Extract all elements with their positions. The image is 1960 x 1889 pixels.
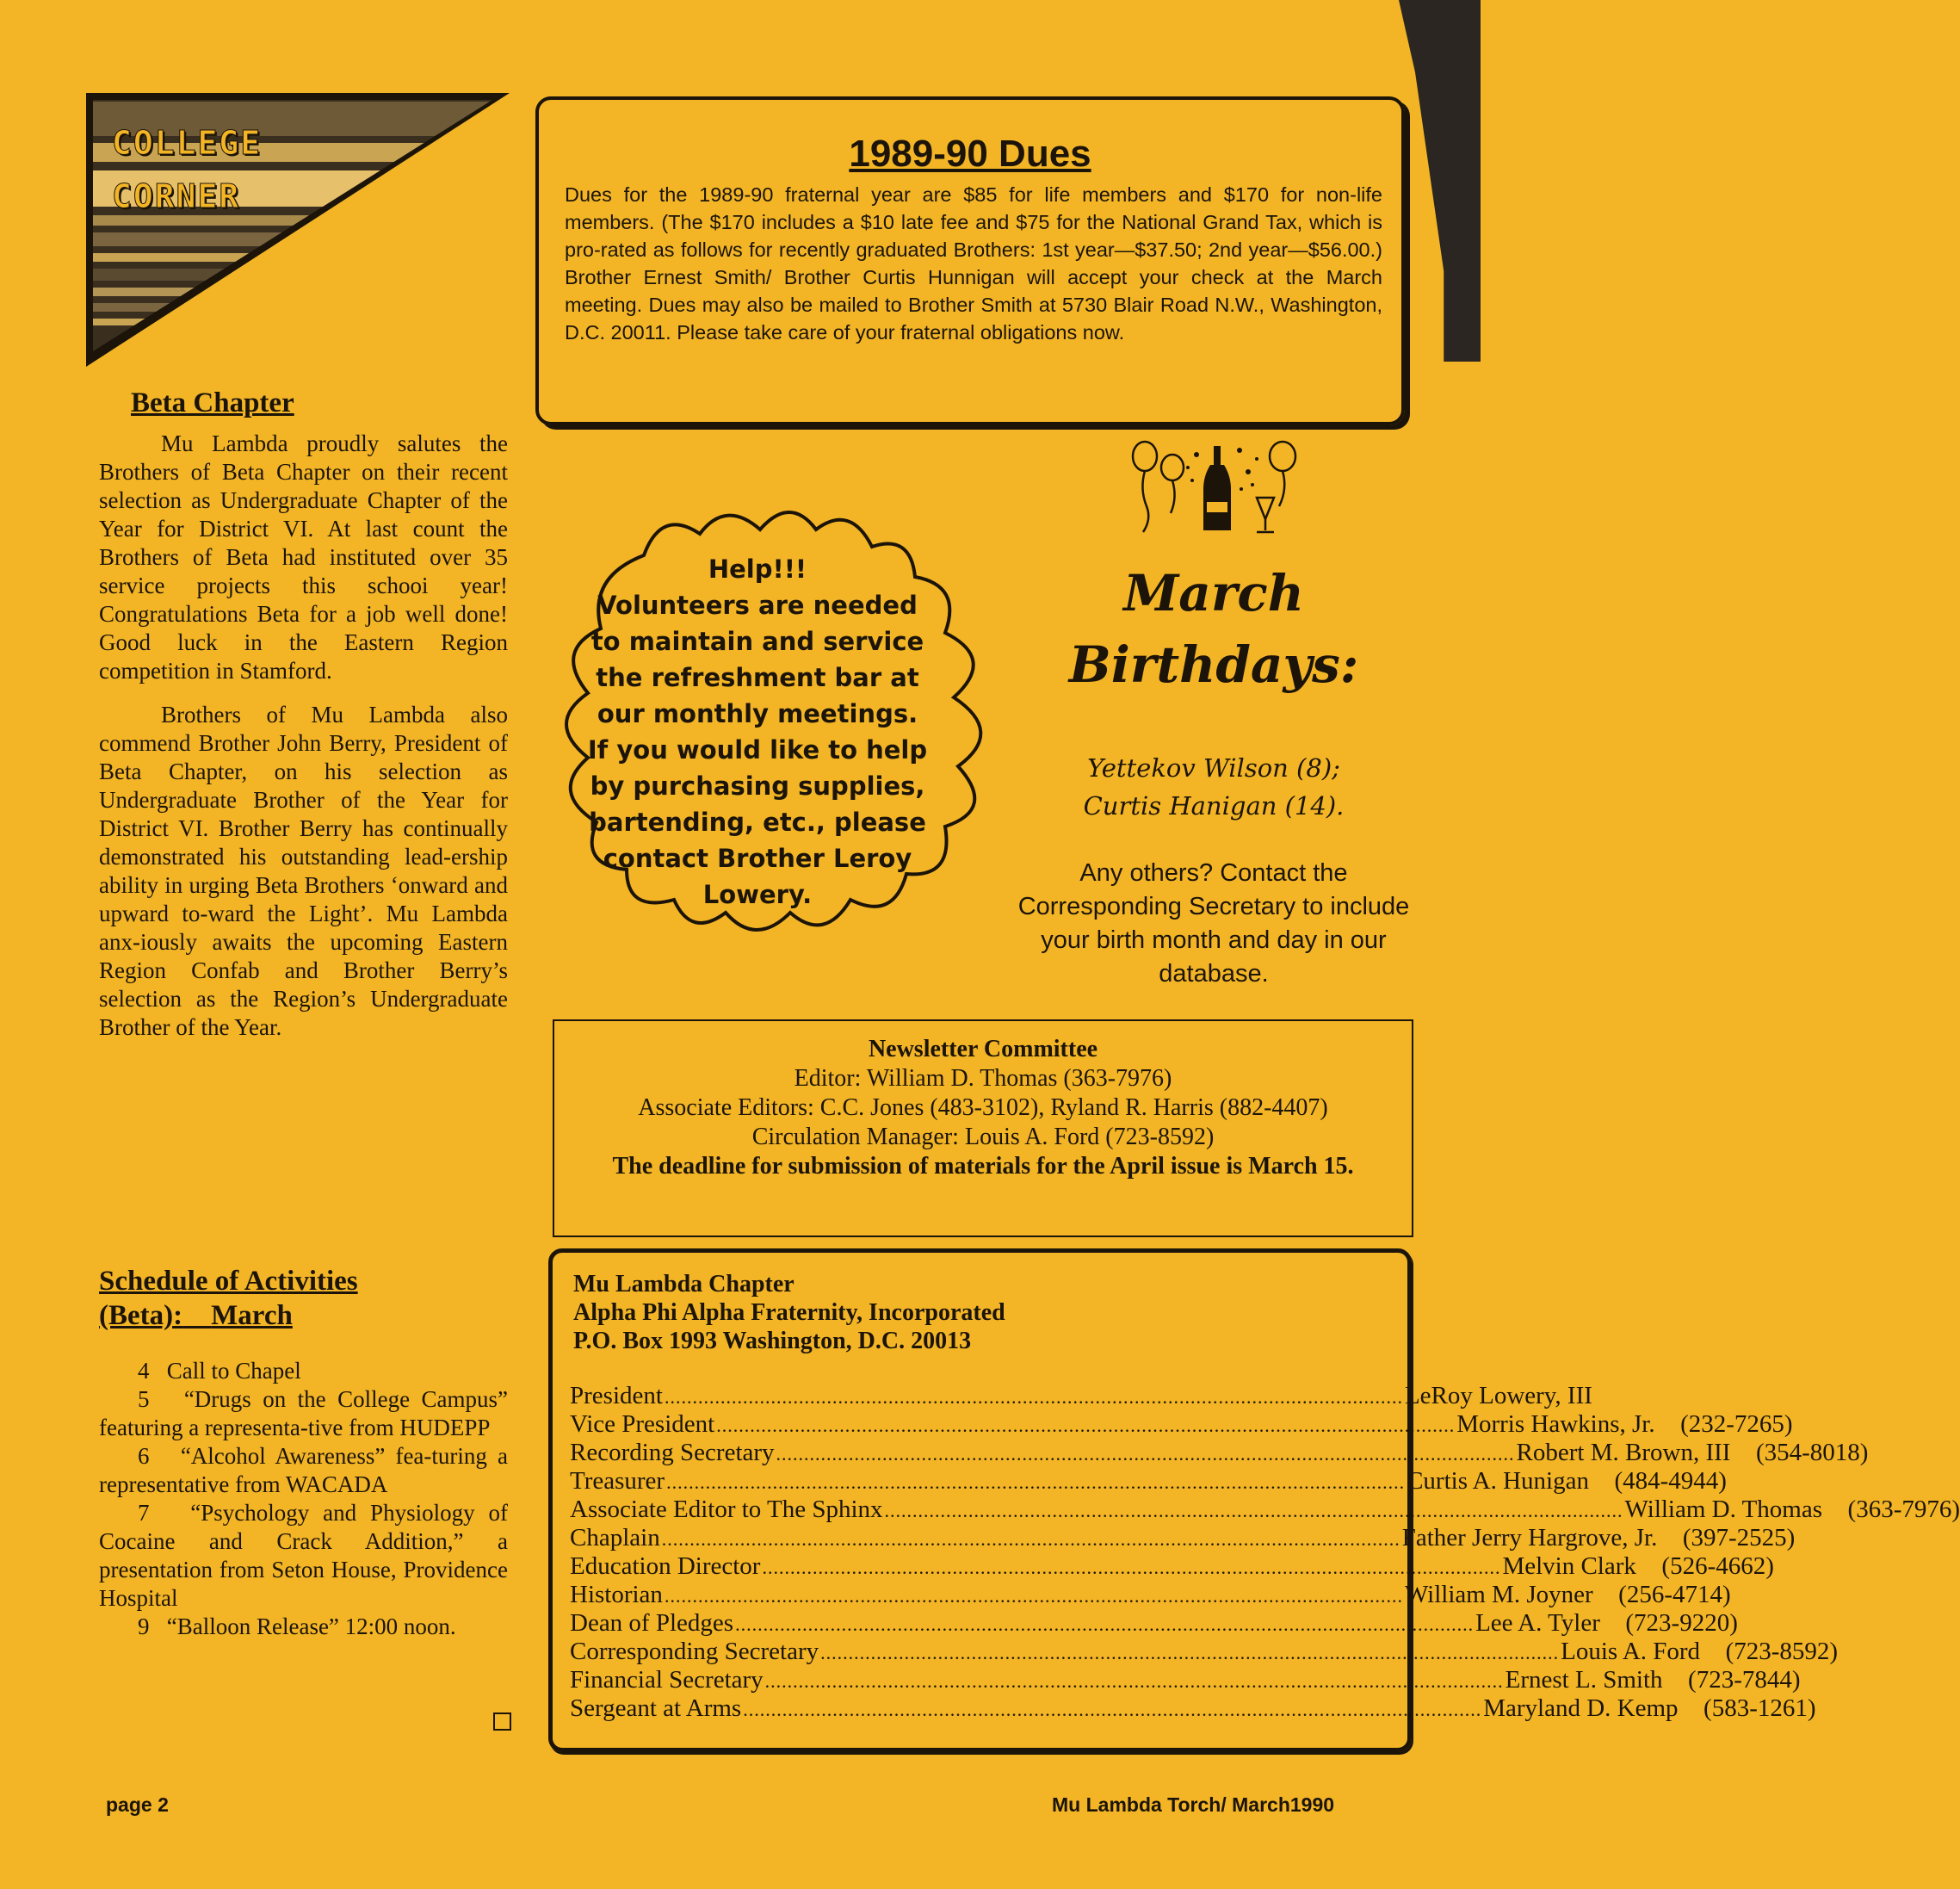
officer-row: [570, 1694, 1816, 1723]
birthday-name: Curtis Hanigan (14).: [1083, 791, 1345, 821]
leader-dots: ....................................................................................................................................: [820, 1642, 1560, 1663]
help-line: Lowery.: [702, 880, 813, 909]
chapter-officers-box: [548, 1248, 1960, 1752]
committee-deadline: The deadline for submission of materials for the April issue is March 15.: [612, 1153, 1354, 1180]
officer-row: [570, 1467, 1727, 1496]
officer-role: Historian: [570, 1581, 663, 1608]
leader-dots: ....................................................................................................................................: [716, 1415, 1456, 1436]
officer-row: [570, 1524, 1796, 1552]
officer-row: [570, 1410, 1793, 1439]
dues-body: Dues for the 1989-90 fraternal year are $85 for life members and $170 for non-life members. (The $170 includes a $10 late fee and $75 for the National Grand Tax, which is pro-rated as follows for recently graduated Brothers: 1st year—$37.50; 2nd year—$56.00.) Brother Ernest Smith/ Brother Curtis Hunnigan will accept your check at the March meeting. Dues may also be mailed to Brother Smith at 5730 Blair Road N.W., Washington, D.C. 20011. Please take care of your fraternal obligations now.: [565, 183, 1382, 344]
fraternity-name: Alpha Phi Alpha Fraternity, Incorporated: [573, 1299, 1005, 1326]
officer-role: Recording Secretary: [570, 1439, 775, 1466]
chapter-name: Mu Lambda Chapter: [573, 1271, 795, 1298]
committee-editor: Editor: William D. Thomas (363-7976): [794, 1065, 1172, 1092]
officer-name: William M. Joyner: [1404, 1581, 1593, 1608]
officer-name: Robert M. Brown, III: [1516, 1439, 1731, 1466]
officer-phone: (363-7976): [1847, 1496, 1960, 1523]
officer-phone: (256-4714): [1618, 1581, 1731, 1608]
schedule-heading: [99, 1264, 508, 1333]
officer-name: Melvin Clark: [1502, 1552, 1636, 1580]
schedule-day: 6: [138, 1443, 150, 1469]
officer-name: Ernest L. Smith: [1505, 1666, 1663, 1694]
officer-phone: (397-2525): [1682, 1524, 1796, 1551]
leader-dots: ....................................................................................................................................: [666, 1471, 1406, 1493]
beta-chapter-heading: Beta Chapter: [131, 387, 294, 418]
leader-dots: ....................................................................................................................................: [884, 1500, 1623, 1521]
birthdays-title-line1: March: [1123, 564, 1304, 622]
officer-role: Chaplain: [570, 1524, 660, 1551]
chapter-address: P.O. Box 1993 Washington, D.C. 20013: [573, 1328, 972, 1354]
officer-role: Education Director: [570, 1552, 761, 1580]
officer-name: Curtis A. Hunigan: [1407, 1467, 1589, 1495]
officer-phone: (354-8018): [1755, 1439, 1869, 1466]
schedule-text: “Balloon Release” 12:00 noon.: [166, 1613, 456, 1639]
organization-block: [573, 1270, 1005, 1355]
schedule-item: [99, 1357, 508, 1385]
help-volunteers-notice: [568, 551, 947, 913]
officer-role: Financial Secretary: [570, 1666, 764, 1694]
leader-dots: ....................................................................................................................................: [764, 1670, 1504, 1692]
schedule-item: [99, 1499, 508, 1613]
officer-name: Maryland D. Kemp: [1483, 1694, 1679, 1722]
leader-dots: ....................................................................................................................................: [735, 1613, 1475, 1635]
officer-role: Corresponding Secretary: [570, 1638, 819, 1665]
officer-phone: (484-4944): [1614, 1467, 1727, 1495]
pennant-line1: COLLEGE: [112, 124, 263, 162]
committee-associate-editors: Associate Editors: C.C. Jones (483-3102), Ryland R. Harris (882-4407): [638, 1094, 1328, 1121]
schedule-heading-month: March: [211, 1300, 293, 1331]
schedule-section: [99, 1264, 508, 1641]
schedule-text: “Alcohol Awareness” fea-turing a representative from WACADA: [99, 1443, 508, 1497]
officer-name: Louis A. Ford: [1561, 1638, 1701, 1665]
officer-roster: [570, 1382, 1960, 1723]
schedule-heading-beta: (Beta):: [99, 1300, 183, 1331]
officer-role: Treasurer: [570, 1467, 665, 1495]
birthdays-title-line2: Birthdays:: [1068, 635, 1359, 694]
publication-footer: Mu Lambda Torch/ March1990: [1052, 1793, 1335, 1816]
officer-role: Associate Editor to The Sphinx: [570, 1496, 883, 1523]
officer-phone: (723-7844): [1688, 1666, 1801, 1694]
officer-phone: (723-9220): [1625, 1609, 1738, 1637]
officer-phone: (232-7265): [1680, 1410, 1793, 1438]
officer-row: [570, 1496, 1960, 1524]
help-line: our monthly meetings.: [597, 699, 918, 728]
officer-role: Sergeant at Arms: [570, 1694, 742, 1722]
schedule-item: [99, 1613, 508, 1641]
officer-row: [570, 1609, 1738, 1638]
birthday-name: Yettekov Wilson (8);: [1087, 753, 1340, 783]
committee-circulation: Circulation Manager: Louis A. Ford (723-8592): [751, 1124, 1215, 1150]
schedule-item: [99, 1442, 508, 1499]
schedule-text: “Psychology and Physiology of Cocaine and Crack Addition,” a presentation from Seton House, Providence Hospital: [99, 1500, 508, 1611]
officer-role: Dean of Pledges: [570, 1609, 734, 1637]
help-line: to maintain and service: [590, 627, 924, 656]
officer-name: Morris Hawkins, Jr.: [1456, 1410, 1655, 1438]
beta-chapter-article: [99, 387, 508, 1042]
leader-dots: ....................................................................................................................................: [664, 1386, 1403, 1408]
dues-title: 1989-90 Dues: [849, 133, 1091, 175]
leader-dots: ....................................................................................................................................: [743, 1699, 1482, 1720]
schedule-heading-title: Schedule of Activities: [99, 1266, 358, 1297]
birthday-note: Any others? Contact the Corresponding Secretary to include your birth month and day in our database.: [1017, 859, 1410, 988]
leader-dots: ....................................................................................................................................: [661, 1528, 1400, 1550]
officer-row: [570, 1439, 1869, 1467]
beta-paragraph-1: Mu Lambda proudly salutes the Brothers of Beta Chapter on their recent selection as Undergraduate Chapter of the Year for District VI. At last count the Brothers of Beta had instituted over 35 service projects this schooi year! Congratulations Beta for a job well done! Good luck in the Eastern Region competition in Stamford.: [99, 430, 508, 684]
help-line: bartending, etc., please: [589, 808, 926, 837]
officer-name: Lee A. Tyler: [1475, 1609, 1600, 1637]
committee-heading: Newsletter Committee: [868, 1036, 1098, 1062]
officer-row: [570, 1638, 1839, 1666]
officer-row: [570, 1666, 1801, 1694]
officer-name: LeRoy Lowery, III: [1404, 1382, 1592, 1409]
beta-paragraph-2: Brothers of Mu Lambda also commend Brother John Berry, President of Beta Chapter, on his selection as Undergraduate Brother of the Year for District VI. Brother Berry has continually demonstrated his outstanding lead-ership ability in urging Beta Brothers ‘onward and upward to-ward the Light’. Mu Lambda anx-iously awaits the upcoming Eastern Region Confab and Brother Berry’s selection as the Region’s Undergraduate Brother of the Year.: [99, 702, 508, 1040]
help-line: by purchasing supplies,: [590, 771, 925, 801]
college-corner-pennant: [86, 93, 510, 367]
help-line: contact Brother Leroy: [603, 844, 912, 873]
help-line: Volunteers are needed: [597, 591, 918, 620]
schedule-day: 5: [138, 1386, 150, 1412]
officer-row: [570, 1581, 1731, 1609]
end-mark-icon: [493, 1712, 511, 1731]
newsletter-committee-box: [553, 1019, 1413, 1237]
schedule-day: 9: [138, 1613, 150, 1639]
officer-name: Father Jerry Hargrove, Jr.: [1401, 1524, 1658, 1551]
leader-dots: ....................................................................................................................................: [776, 1443, 1515, 1465]
pennant-line2: CORNER: [112, 177, 241, 215]
background-edge: [1399, 0, 1481, 362]
leader-dots: ....................................................................................................................................: [664, 1585, 1403, 1607]
schedule-day: 7: [138, 1500, 150, 1526]
officer-phone: (583-1261): [1703, 1694, 1816, 1722]
officer-row: [570, 1552, 1774, 1581]
schedule-item: [99, 1385, 508, 1442]
help-line: the refreshment bar at: [596, 663, 919, 692]
help-line: If you would like to help: [587, 735, 928, 765]
page-number: page 2: [106, 1793, 169, 1816]
dues-box: [535, 96, 1405, 425]
help-line: Help!!!: [708, 554, 807, 584]
schedule-text: Call to Chapel: [166, 1358, 301, 1384]
schedule-list: [99, 1357, 508, 1641]
celebration-balloons-icon: [1128, 437, 1308, 536]
schedule-day: 4: [138, 1358, 150, 1384]
officer-phone: (723-8592): [1725, 1638, 1839, 1665]
beta-chapter-body: [99, 430, 508, 1042]
leader-dots: ....................................................................................................................................: [762, 1557, 1501, 1578]
birthday-names: [1007, 749, 1420, 825]
schedule-text: “Drugs on the College Campus” featuring a representa-tive from HUDEPP: [99, 1386, 508, 1440]
officer-phone: (526-4662): [1661, 1552, 1774, 1580]
officer-role: President: [570, 1382, 663, 1409]
officer-row: [570, 1382, 1592, 1410]
officer-role: Vice President: [570, 1410, 715, 1438]
officer-name: William D. Thomas: [1624, 1496, 1823, 1523]
